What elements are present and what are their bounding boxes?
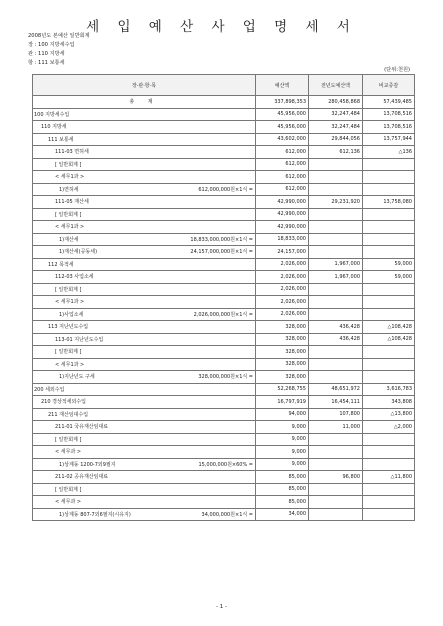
meta-line: 관 : 110 지방세 bbox=[28, 51, 65, 57]
prev-budget-cell: 48,651,972 bbox=[309, 383, 363, 396]
budget-cell: 328,000 bbox=[256, 358, 309, 371]
table-row bbox=[33, 133, 415, 146]
budget-cell: 2,026,000 bbox=[256, 296, 309, 309]
row-label: 1)재산세(공동세) bbox=[59, 249, 98, 256]
row-label: [ 일반회계 ] bbox=[55, 161, 82, 168]
prev-budget-cell bbox=[309, 433, 363, 446]
diff-cell bbox=[363, 371, 415, 384]
prev-budget-cell: 32,247,484 bbox=[309, 121, 363, 134]
prev-budget-cell bbox=[309, 208, 363, 221]
row-label: 1)면허세 bbox=[59, 186, 79, 193]
row-label: 100 지방세수입 bbox=[34, 111, 70, 118]
table-row bbox=[33, 108, 415, 121]
row-calc: 24,157,000,000원×1식 = bbox=[190, 249, 253, 256]
prev-budget-cell: 436,428 bbox=[309, 333, 363, 346]
row-label: [ 일반회계 ] bbox=[55, 211, 82, 218]
row-label: 1)지난년도 구세 bbox=[59, 374, 95, 381]
diff-cell: △108,428 bbox=[363, 333, 415, 346]
prev-budget-cell: 11,000 bbox=[309, 421, 363, 434]
table-row bbox=[33, 196, 415, 209]
diff-cell bbox=[363, 183, 415, 196]
document-title: 세 입 예 산 사 업 명 세 서 bbox=[86, 19, 357, 35]
diff-cell: 59,000 bbox=[363, 271, 415, 284]
prev-budget-cell bbox=[309, 233, 363, 246]
table-row bbox=[33, 483, 415, 496]
prev-budget-cell: 96,800 bbox=[309, 471, 363, 484]
prev-budget-cell: 29,231,920 bbox=[309, 196, 363, 209]
table-row bbox=[33, 396, 415, 409]
diff-cell: 13,708,516 bbox=[363, 121, 415, 134]
prev-budget-cell: 436,428 bbox=[309, 321, 363, 334]
budget-cell: 328,000 bbox=[256, 321, 309, 334]
table-row bbox=[33, 146, 415, 159]
diff-cell: 57,439,485 bbox=[363, 96, 415, 109]
table-row bbox=[33, 158, 415, 171]
prev-budget-cell: 1,967,000 bbox=[309, 258, 363, 271]
table-row bbox=[33, 333, 415, 346]
row-label-cell bbox=[33, 508, 256, 521]
row-label-cell bbox=[33, 208, 256, 221]
table-row bbox=[33, 446, 415, 459]
row-label-cell bbox=[33, 383, 256, 396]
diff-cell bbox=[363, 308, 415, 321]
page-number: - 1 - bbox=[216, 604, 227, 610]
row-label-cell bbox=[33, 171, 256, 184]
row-label-cell bbox=[33, 233, 256, 246]
table-row bbox=[33, 96, 415, 109]
budget-cell: 43,602,000 bbox=[256, 133, 309, 146]
row-label-cell bbox=[33, 108, 256, 121]
row-label-cell bbox=[33, 446, 256, 459]
budget-cell: 9,000 bbox=[256, 458, 309, 471]
row-label: 총 계 bbox=[129, 99, 159, 106]
prev-budget-cell bbox=[309, 446, 363, 459]
budget-cell: 2,026,000 bbox=[256, 271, 309, 284]
table-row bbox=[33, 221, 415, 234]
table-header-row bbox=[33, 75, 415, 96]
prev-budget-cell: 612,136 bbox=[309, 146, 363, 159]
diff-cell: 343,808 bbox=[363, 396, 415, 409]
row-calc: 328,000,000원×1식 = bbox=[198, 374, 253, 381]
budget-cell: 9,000 bbox=[256, 421, 309, 434]
row-label: 113-01 지난년도수입 bbox=[55, 336, 104, 343]
row-label-cell bbox=[33, 196, 256, 209]
row-label-cell bbox=[33, 321, 256, 334]
row-label-cell bbox=[33, 371, 256, 384]
diff-cell: △108,428 bbox=[363, 321, 415, 334]
prev-budget-cell bbox=[309, 183, 363, 196]
table-row bbox=[33, 383, 415, 396]
row-label-cell bbox=[33, 483, 256, 496]
table-row bbox=[33, 321, 415, 334]
diff-cell bbox=[363, 221, 415, 234]
diff-cell: △136 bbox=[363, 146, 415, 159]
row-calc: 15,000,000원×60% = bbox=[198, 461, 253, 468]
budget-cell: 612,000 bbox=[256, 183, 309, 196]
table-row bbox=[33, 458, 415, 471]
row-label: 211-02 공유재산임대료 bbox=[55, 474, 109, 481]
diff-cell bbox=[363, 496, 415, 509]
row-label-cell bbox=[33, 146, 256, 159]
row-label: [ 일반회계 ] bbox=[55, 486, 82, 493]
row-label-cell bbox=[33, 283, 256, 296]
table-row bbox=[33, 246, 415, 259]
budget-cell: 328,000 bbox=[256, 346, 309, 359]
header-diff: 비교증감 bbox=[363, 75, 415, 96]
row-label-cell bbox=[33, 121, 256, 134]
diff-cell: 59,000 bbox=[363, 258, 415, 271]
budget-cell: 85,000 bbox=[256, 483, 309, 496]
row-label: 112 목적세 bbox=[48, 261, 74, 268]
prev-budget-cell bbox=[309, 296, 363, 309]
row-label: < 세무과 > bbox=[55, 449, 82, 456]
prev-budget-cell: 280,458,868 bbox=[309, 96, 363, 109]
diff-cell bbox=[363, 158, 415, 171]
prev-budget-cell bbox=[309, 496, 363, 509]
table-row bbox=[33, 421, 415, 434]
diff-cell: 13,708,516 bbox=[363, 108, 415, 121]
diff-cell bbox=[363, 233, 415, 246]
row-label: < 세무1과 > bbox=[55, 224, 85, 231]
row-label: 210 경상적세외수입 bbox=[41, 399, 86, 406]
budget-cell: 42,990,000 bbox=[256, 221, 309, 234]
row-label: 211-01 국유재산임대료 bbox=[55, 424, 109, 431]
budget-cell: 52,268,755 bbox=[256, 383, 309, 396]
budget-cell: 85,000 bbox=[256, 471, 309, 484]
row-label-cell bbox=[33, 96, 256, 109]
row-label-cell bbox=[33, 183, 256, 196]
meta-line: 장 : 100 지방세수입 bbox=[28, 42, 75, 48]
row-label-cell bbox=[33, 133, 256, 146]
row-label-cell bbox=[33, 433, 256, 446]
row-label: 111-03 면허세 bbox=[55, 149, 89, 156]
budget-cell: 337,898,353 bbox=[256, 96, 309, 109]
table-row bbox=[33, 283, 415, 296]
prev-budget-cell bbox=[309, 483, 363, 496]
prev-budget-cell bbox=[309, 308, 363, 321]
row-label-cell bbox=[33, 333, 256, 346]
row-label-cell bbox=[33, 358, 256, 371]
row-label: 1)상계동 807-7외6필지(시유지) bbox=[59, 511, 131, 518]
row-label: 200 세외수입 bbox=[34, 386, 65, 393]
row-label-cell bbox=[33, 296, 256, 309]
table-row bbox=[33, 121, 415, 134]
row-label: [ 일반회계 ] bbox=[55, 349, 82, 356]
budget-cell: 34,000 bbox=[256, 508, 309, 521]
row-label: 111 보통세 bbox=[48, 136, 74, 143]
table-row bbox=[33, 508, 415, 521]
diff-cell bbox=[363, 508, 415, 521]
table-row bbox=[33, 371, 415, 384]
row-label: < 세무1과 > bbox=[55, 299, 85, 306]
prev-budget-cell bbox=[309, 346, 363, 359]
budget-cell: 612,000 bbox=[256, 158, 309, 171]
row-label-cell bbox=[33, 221, 256, 234]
table-row bbox=[33, 308, 415, 321]
prev-budget-cell: 32,247,484 bbox=[309, 108, 363, 121]
diff-cell bbox=[363, 283, 415, 296]
row-label-cell bbox=[33, 308, 256, 321]
diff-cell bbox=[363, 346, 415, 359]
prev-budget-cell: 107,800 bbox=[309, 408, 363, 421]
header-budget: 예산액 bbox=[256, 75, 309, 96]
diff-cell: △11,800 bbox=[363, 471, 415, 484]
row-label: [ 일반회계 ] bbox=[55, 286, 82, 293]
table-row bbox=[33, 296, 415, 309]
table-row bbox=[33, 471, 415, 484]
prev-budget-cell bbox=[309, 283, 363, 296]
diff-cell bbox=[363, 208, 415, 221]
meta-line: 2008년도 본예산 일반회계 bbox=[28, 33, 90, 39]
budget-cell: 9,000 bbox=[256, 446, 309, 459]
budget-cell: 42,990,000 bbox=[256, 208, 309, 221]
budget-cell: 42,990,000 bbox=[256, 196, 309, 209]
budget-cell: 9,000 bbox=[256, 433, 309, 446]
table-body bbox=[33, 96, 415, 521]
budget-table bbox=[32, 74, 415, 521]
diff-cell bbox=[363, 458, 415, 471]
diff-cell bbox=[363, 446, 415, 459]
row-label-cell bbox=[33, 271, 256, 284]
prev-budget-cell bbox=[309, 158, 363, 171]
diff-cell bbox=[363, 358, 415, 371]
prev-budget-cell bbox=[309, 508, 363, 521]
row-label: 110 지방세 bbox=[41, 124, 67, 131]
table-row bbox=[33, 346, 415, 359]
budget-cell: 328,000 bbox=[256, 333, 309, 346]
header-prev-budget: 전년도예산액 bbox=[309, 75, 363, 96]
row-label-cell bbox=[33, 158, 256, 171]
row-calc: 2,026,000,000원×1식 = bbox=[193, 311, 253, 318]
diff-cell: △13,800 bbox=[363, 408, 415, 421]
diff-cell bbox=[363, 433, 415, 446]
row-label-cell bbox=[33, 496, 256, 509]
row-calc: 34,000,000원×1식 = bbox=[201, 511, 253, 518]
budget-cell: 2,026,000 bbox=[256, 283, 309, 296]
budget-cell: 16,797,919 bbox=[256, 396, 309, 409]
row-label: < 세무과 > bbox=[55, 499, 82, 506]
diff-cell bbox=[363, 171, 415, 184]
row-label-cell bbox=[33, 421, 256, 434]
table-row bbox=[33, 496, 415, 509]
prev-budget-cell bbox=[309, 246, 363, 259]
table-row bbox=[33, 271, 415, 284]
table-row bbox=[33, 258, 415, 271]
diff-cell: 3,616,783 bbox=[363, 383, 415, 396]
row-label-cell bbox=[33, 346, 256, 359]
row-label: 111-05 재산세 bbox=[55, 199, 89, 206]
prev-budget-cell bbox=[309, 171, 363, 184]
document-meta bbox=[28, 32, 90, 68]
prev-budget-cell: 1,967,000 bbox=[309, 271, 363, 284]
prev-budget-cell bbox=[309, 221, 363, 234]
row-label: < 세무1과 > bbox=[55, 174, 85, 181]
budget-cell: 2,026,000 bbox=[256, 258, 309, 271]
row-label-cell bbox=[33, 408, 256, 421]
diff-cell bbox=[363, 296, 415, 309]
prev-budget-cell: 16,454,111 bbox=[309, 396, 363, 409]
table-row bbox=[33, 358, 415, 371]
prev-budget-cell bbox=[309, 371, 363, 384]
table-row bbox=[33, 433, 415, 446]
row-label-cell bbox=[33, 471, 256, 484]
prev-budget-cell: 29,844,056 bbox=[309, 133, 363, 146]
row-calc: 18,833,000,000원×1식 = bbox=[190, 236, 253, 243]
meta-line: 항 : 111 보통세 bbox=[28, 60, 65, 66]
table-row bbox=[33, 408, 415, 421]
row-label: [ 일반회계 ] bbox=[55, 436, 82, 443]
row-label: 113 지난년도수입 bbox=[48, 324, 89, 331]
budget-cell: 45,956,000 bbox=[256, 108, 309, 121]
row-label-cell bbox=[33, 458, 256, 471]
row-label: 1)사업소세 bbox=[59, 311, 84, 318]
prev-budget-cell bbox=[309, 358, 363, 371]
unit-label: (단위:천원) bbox=[384, 67, 410, 73]
table-row bbox=[33, 183, 415, 196]
budget-cell: 45,956,000 bbox=[256, 121, 309, 134]
row-label-cell bbox=[33, 258, 256, 271]
row-label: 112-03 사업소세 bbox=[55, 274, 94, 281]
row-label: < 세무1과 > bbox=[55, 361, 85, 368]
budget-cell: 85,000 bbox=[256, 496, 309, 509]
table-row bbox=[33, 171, 415, 184]
budget-cell: 24,157,000 bbox=[256, 246, 309, 259]
prev-budget-cell bbox=[309, 458, 363, 471]
budget-cell: 612,000 bbox=[256, 146, 309, 159]
diff-cell bbox=[363, 483, 415, 496]
budget-cell: 328,000 bbox=[256, 371, 309, 384]
budget-cell: 612,000 bbox=[256, 171, 309, 184]
row-calc: 612,000,000원×1식 = bbox=[198, 186, 253, 193]
table-row bbox=[33, 208, 415, 221]
row-label: 1)재산세 bbox=[59, 236, 79, 243]
table-row bbox=[33, 233, 415, 246]
header-category: 장·관·항·목 bbox=[33, 75, 256, 96]
row-label: 1)상계동 1200-7외9필지 bbox=[59, 461, 116, 468]
budget-cell: 2,026,000 bbox=[256, 308, 309, 321]
diff-cell: 13,757,944 bbox=[363, 133, 415, 146]
row-label-cell bbox=[33, 396, 256, 409]
diff-cell bbox=[363, 246, 415, 259]
row-label-cell bbox=[33, 246, 256, 259]
diff-cell: 13,758,080 bbox=[363, 196, 415, 209]
budget-cell: 18,833,000 bbox=[256, 233, 309, 246]
row-label: 211 재산임대수입 bbox=[48, 411, 89, 418]
diff-cell: △2,000 bbox=[363, 421, 415, 434]
budget-cell: 94,000 bbox=[256, 408, 309, 421]
